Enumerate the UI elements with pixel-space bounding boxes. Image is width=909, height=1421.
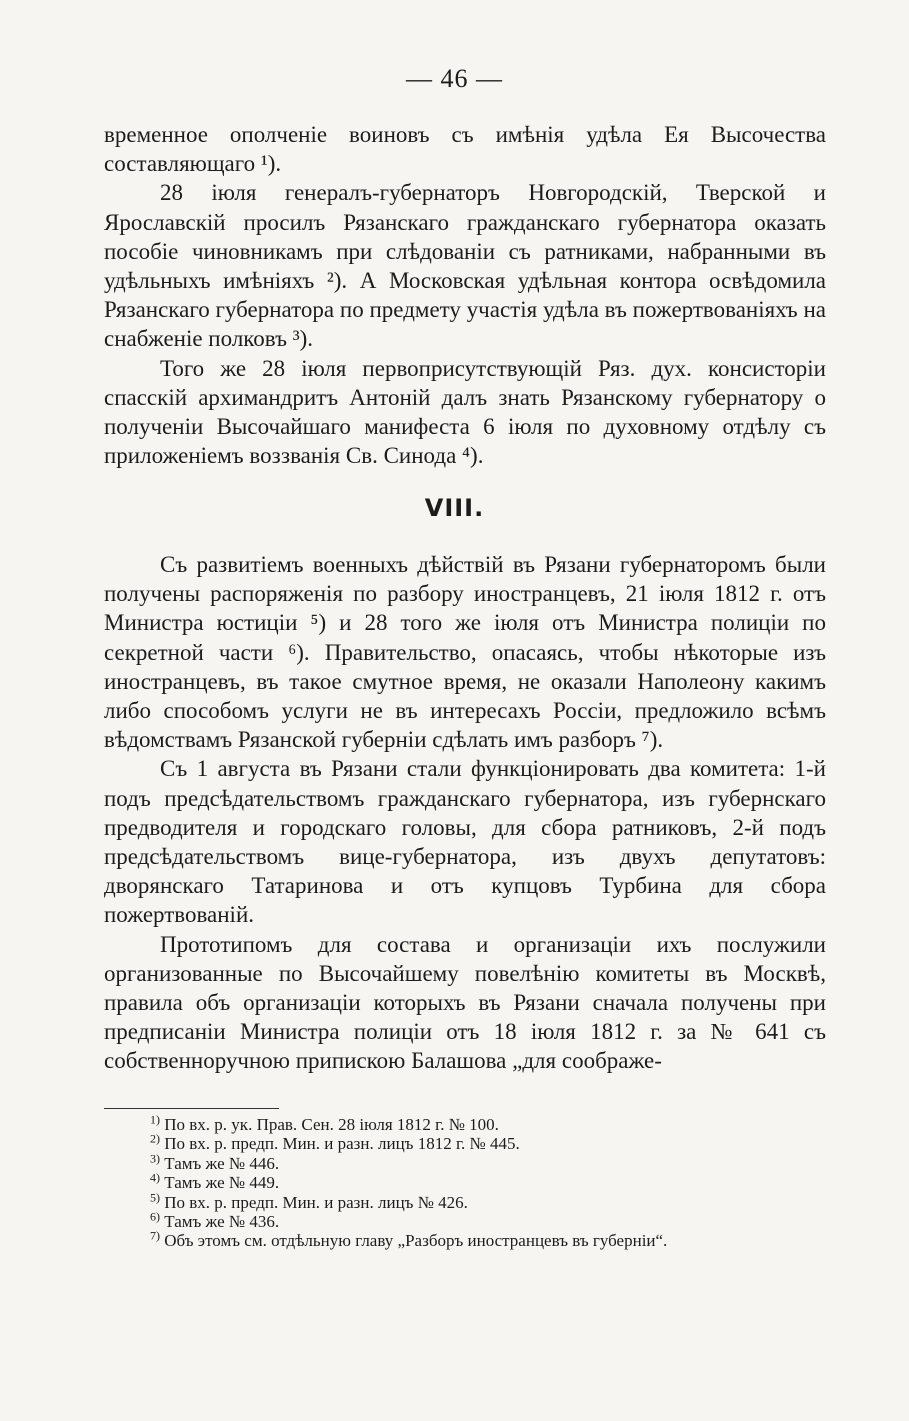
footnote [150,1170,840,1193]
footnote [150,1112,840,1134]
footnote-text: Тамъ же № 446. [164,1153,280,1173]
footnote-mark: 1) [150,1112,160,1127]
text-block-bottom [104,550,826,1076]
footnote [150,1131,840,1154]
footnote [150,1228,840,1251]
footnote-text: Объ этомъ см. отдѣльную главу „Разборъ иностранцевъ въ губерніи“. [164,1231,668,1251]
section-heading: VIII. [424,494,485,522]
paragraph: 28 іюля генералъ-губернаторъ Новгородскій, Тверской и Ярославскій просилъ Рязанскаго гражданскаго губернатора оказать пособіе чиновникамъ при слѣдованіи съ ратниками, набранными въ удѣльныхъ имѣніяхъ ²). А Московская удѣльная контора освѣдомила Рязанскаго губернатора по предмету участія удѣла въ пожертвованіяхъ на снабженіе полковъ ³). [104,180,826,352]
footnote-text: По вх. р. предп. Мин. и разн. лицъ 1812 г. № 445. [164,1134,520,1154]
footnote [150,1151,840,1173]
footnote-text: По вх. р. предп. Мин. и разн. лицъ № 426. [164,1192,468,1212]
footnote-mark: 7) [150,1228,160,1243]
paragraph: Прототипомъ для состава и организаціи ихъ послужили организованные по Высочайшему повелѣнію комитеты въ Москвѣ, правила объ организаціи которыхъ въ Рязани сначала получены при предписаніи Министра полиціи отъ 18 іюля 1812 г. за № 641 съ собственноручною припискою Балашова „для соображе- [104,931,826,1074]
paragraph: Съ развитіемъ военныхъ дѣйствій въ Рязани губернаторомъ были получены распоряженія по разбору иностранцевъ, 21 іюля 1812 г. отъ Министра юстиціи ⁵) и 28 того же іюля отъ Министра полиціи по секретной части ⁶). Правительство, опасаясь, чтобы нѣкоторые изъ иностранцевъ, въ такое смутное время, не оказали Наполеону какимъ либо способомъ услуги не въ интересахъ Россіи, предложило всѣмъ вѣдомствамъ Рязанской губерніи сдѣлать имъ разборъ ⁷). [104,552,826,753]
footnote [150,1189,840,1212]
text-block-top [104,120,826,470]
footnote-text: По вх. р. ук. Прав. Сен. 28 іюля 1812 г. № 100. [164,1115,499,1134]
footnotes [150,1112,840,1251]
paragraph: Съ 1 августа въ Рязани стали функціонировать два комитета: 1-й подъ предсѣдательствомъ гражданскаго губернатора, изъ губернскаго предводителя и городскаго головы, для сбора ратниковъ, 2-й подъ предсѣдательствомъ вице-губернатора, изъ двухъ депутатовъ: дворянскаго Татаринова и отъ купцовъ Турбина для сбора пожертвованій. [104,756,826,928]
footnote-mark: 5) [150,1189,160,1204]
footnote-mark: 4) [150,1170,160,1185]
paragraph: временное ополченіе воиновъ съ имѣнія удѣла Ея Высочества составляющаго ¹). [104,122,826,177]
footnote-text: Тамъ же № 436. [164,1212,280,1232]
footnote-mark: 6) [150,1209,160,1224]
page-number: — 46 — [406,64,503,93]
footnote-mark: 2) [150,1131,160,1146]
footnote [150,1209,840,1232]
footnote-divider [104,1108,279,1109]
paragraph: Того же 28 іюля первоприсутствующій Ряз. дух. консисторіи спасскій архимандритъ Антоній далъ знать Рязанскому губернатору о полученіи Высочайшаго манифеста 6 іюля по духовному отдѣлу съ приложеніемъ воззванія Св. Синода ⁴). [104,355,826,469]
footnote-text: Тамъ же № 449. [164,1173,280,1193]
footnote-mark: 3) [150,1151,160,1166]
